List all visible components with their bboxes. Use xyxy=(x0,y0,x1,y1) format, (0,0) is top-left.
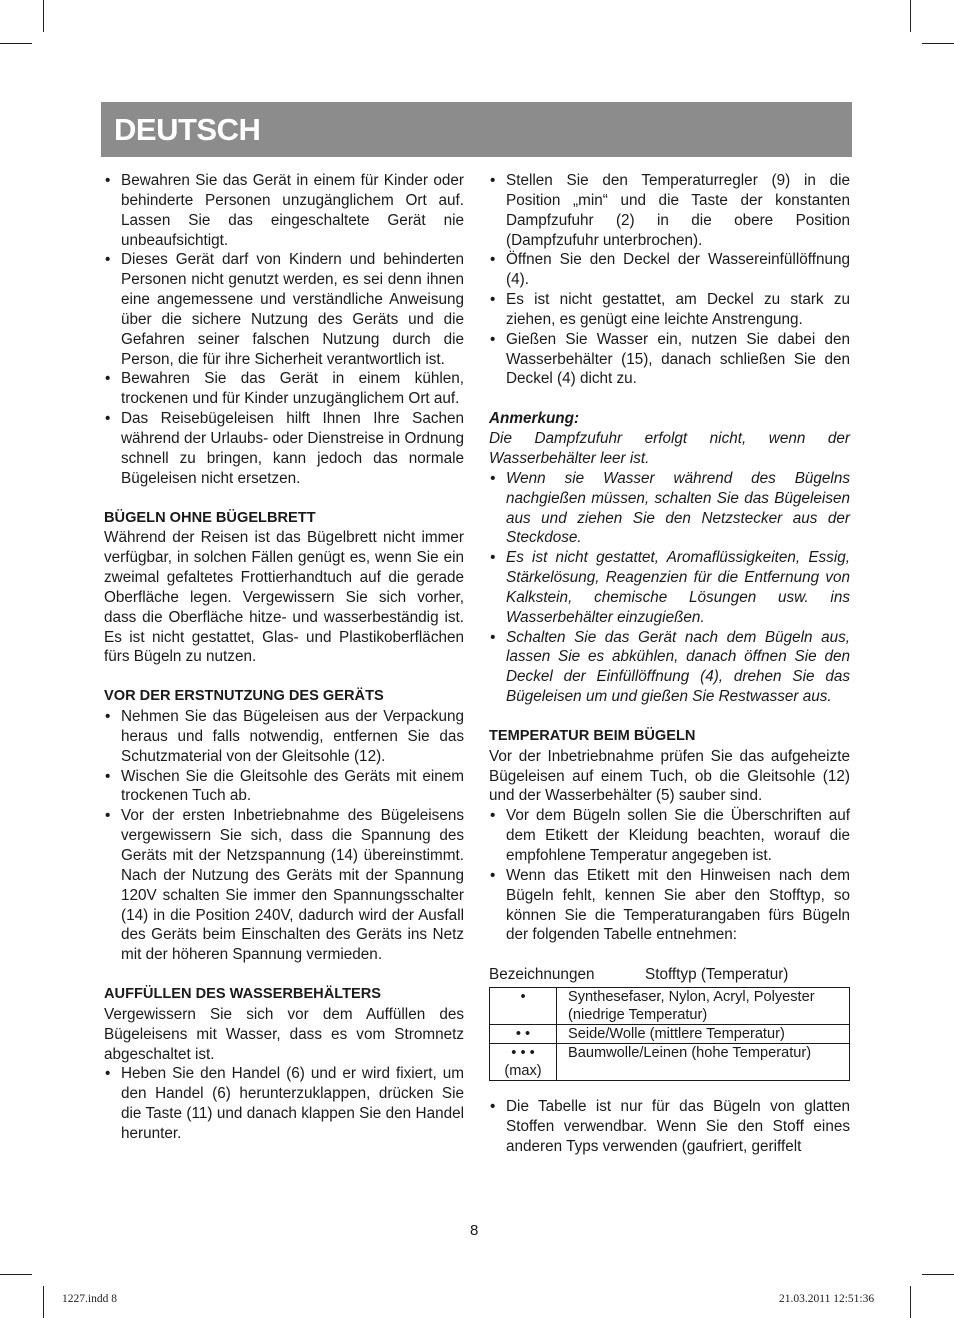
temperature-table xyxy=(489,987,850,1081)
list-item: • Heben Sie den Handel (6) und er wird fixiert, um den Handel (6) herunterzuklappen, drücken Sie die Taste (11) und danach klappen Sie den Handel herunter. xyxy=(105,1065,464,1142)
section-text: Vor der Inbetriebnahme prüfen Sie das aufgeheizte Bügeleisen auf einem Tuch, ob die Gleitsohle (12) und der Wasserbehälter (5) sauber sind. xyxy=(489,747,850,805)
list-item: • Schalten Sie das Gerät nach dem Bügeln aus, lassen Sie es abkühlen, danach öffnen Sie den Deckel der Einfüllöffnung (4), drehen Sie das Bügeleisen um und gießen Sie Restwasser aus. xyxy=(490,628,850,706)
slug-filename: 1227.indd 8 xyxy=(62,1293,117,1305)
list-item: • Stellen Sie den Temperaturregler (9) in die Position „min“ und die Taste der konstanten Dampfzufuhr (2) in die obere Position (Dampfzufuhr unterbrochen). xyxy=(490,172,850,249)
crop-mark xyxy=(922,43,954,44)
list-item: • Öffnen Sie den Deckel der Wassereinfüllöffnung (4). xyxy=(490,251,850,289)
table-row xyxy=(490,988,850,1025)
section-heading: AUFFÜLLEN DES WASSERBEHÄLTERS xyxy=(104,986,382,1003)
section-heading: VOR DER ERSTNUTZUNG DES GERÄTS xyxy=(104,688,384,705)
table-row xyxy=(490,1044,850,1081)
note-heading: Anmerkung: xyxy=(489,410,580,428)
list-item: • Dieses Gerät darf von Kindern und behinderten Personen nicht genutzt werden, es sei denn ihnen eine angemessene und verständliche Anweisung über die sichere Nutzung des Geräts und die Gefahren seiner falschen Nutzung durch die Person, die für ihre Sicherheit verantwortlich ist. xyxy=(105,251,464,368)
table-column-header: Bezeichnungen xyxy=(489,966,595,984)
list-item: • Bewahren Sie das Gerät in einem für Kinder oder behinderte Personen unzugänglichem Ort auf. Lassen Sie das eingeschaltete Gerät nie unbeaufsichtigt. xyxy=(105,172,464,249)
language-banner xyxy=(101,102,852,157)
intro-bullet-list xyxy=(104,171,464,489)
table-row xyxy=(490,1025,850,1044)
table-header xyxy=(489,965,850,985)
crop-mark xyxy=(43,1286,44,1318)
crop-mark xyxy=(922,1274,954,1275)
list-item: • Bewahren Sie das Gerät in einem kühlen, trockenen und für Kinder unzugänglichem Ort auf. xyxy=(105,370,464,408)
note-text: Die Dampfzufuhr erfolgt nicht, wenn der Wasserbehälter leer ist. xyxy=(489,430,850,467)
crop-mark xyxy=(0,1274,32,1275)
filling-steps-list xyxy=(489,171,850,389)
section-heading: TEMPERATUR BEIM BÜGELN xyxy=(489,727,696,744)
table-cell-symbol: • • xyxy=(490,1025,557,1044)
list-item: • Es ist nicht gestattet, am Deckel zu stark zu ziehen, es genügt eine leichte Anstrengung. xyxy=(490,291,850,328)
slug-timestamp: 21.03.2011 12:51:36 xyxy=(779,1293,875,1305)
temperature-bullet-list xyxy=(489,806,850,945)
list-item: • Nehmen Sie das Bügeleisen aus der Verpackung heraus und falls notwendig, entfernen Sie das Schutzmaterial von der Gleitsohle (12). xyxy=(105,708,464,765)
table-cell-desc: Seide/Wolle (mittlere Temperatur) xyxy=(557,1025,850,1044)
first-use-bullet-list xyxy=(104,707,464,965)
list-item: • Die Tabelle ist nur für das Bügeln von glatten Stoffen verwendbar. Wenn Sie den Stoff eines anderen Typs verwenden (gaufriert, geriffelt xyxy=(490,1098,850,1155)
right-column xyxy=(489,171,850,1157)
page-number: 8 xyxy=(470,1222,479,1239)
crop-mark xyxy=(0,43,32,44)
table-cell-symbol: • • • (max) xyxy=(490,1044,557,1081)
crop-mark xyxy=(910,0,911,32)
section-heading: BÜGELN OHNE BÜGELBRETT xyxy=(104,509,316,526)
list-item: • Gießen Sie Wasser ein, nutzen Sie dabei den Wasserbehälter (15), danach schließen Sie den Deckel (4) dicht zu. xyxy=(490,330,850,388)
list-item: • Vor der ersten Inbetriebnahme des Bügeleisens vergewissern Sie sich, dass die Spannung des Geräts mit der Netzspannung (14) übereinstimmt. Nach der Nutzung des Geräts mit der Spannung 120V schalten Sie immer den Spannungsschalter (14) in die Position 240V, dadurch wird der Ausfall des Geräts beim Einschalten des Geräts ins Netz mit der höheren Spannung vermieden. xyxy=(105,807,464,964)
crop-mark xyxy=(43,0,44,32)
crop-mark xyxy=(910,1286,911,1318)
list-item: • Das Reisebügeleisen hilft Ihnen Ihre Sachen während der Urlaubs- oder Dienstreise in Ordnung schnell zu bringen, kann jedoch das normale Bügeleisen nicht ersetzen. xyxy=(105,410,464,487)
list-item: • Es ist nicht gestattet, Aromaflüssigkeiten, Essig, Stärkelösung, Reagenzien für die Entfernung von Kalkstein, chemische Lösungen usw. ins Wasserbehälter einzugießen. xyxy=(490,549,850,626)
filling-bullet-list xyxy=(104,1064,464,1143)
table-cell-desc: Baumwolle/Leinen (hohe Temperatur) xyxy=(557,1044,850,1081)
table-cell-desc: Synthesefaser, Nylon, Acryl, Polyester (niedrige Temperatur) xyxy=(557,988,850,1025)
banner-title: DEUTSCH xyxy=(114,112,261,147)
list-item: • Wenn das Etikett mit den Hinweisen nach dem Bügeln fehlt, kennen Sie aber den Stofftyp, so können Sie die Temperaturangaben fürs Bügeln der folgenden Tabelle entnehmen: xyxy=(490,866,850,944)
after-table-bullet-list xyxy=(489,1097,850,1157)
table-cell-symbol: • xyxy=(490,988,557,1025)
section-text: Während der Reisen ist das Bügelbrett nicht immer verfügbar, in solchen Fällen genügt es, wenn Sie ein zweimal gefaltetes Frottierhandtuch auf die gerade Oberfläche legen. Vergewissern Sie sich vorher, dass die Oberfläche hitze- und wasserbeständig ist. Es ist nicht gestattet, Glas- und Plastikoberflächen fürs Bügeln zu nutzen. xyxy=(104,529,464,666)
section-text: Vergewissern Sie sich vor dem Auffüllen des Bügeleisens mit Wasser, dass es vom Stromnetz abgeschaltet ist. xyxy=(104,1005,464,1063)
table-column-header: Stofftyp (Temperatur) xyxy=(645,966,789,984)
left-column xyxy=(104,171,464,1144)
note-bullet-list xyxy=(489,469,850,707)
list-item: • Wischen Sie die Gleitsohle des Geräts mit einem trockenen Tuch ab. xyxy=(105,767,464,805)
list-item: • Wenn sie Wasser während des Bügelns nachgießen müssen, schalten Sie das Bügeleisen aus und ziehen Sie den Netzstecker aus der Steckdose. xyxy=(490,469,850,547)
list-item: • Vor dem Bügeln sollen Sie die Überschriften auf dem Etikett der Kleidung beachten, worauf die empfohlene Temperatur angegeben ist. xyxy=(490,807,850,864)
